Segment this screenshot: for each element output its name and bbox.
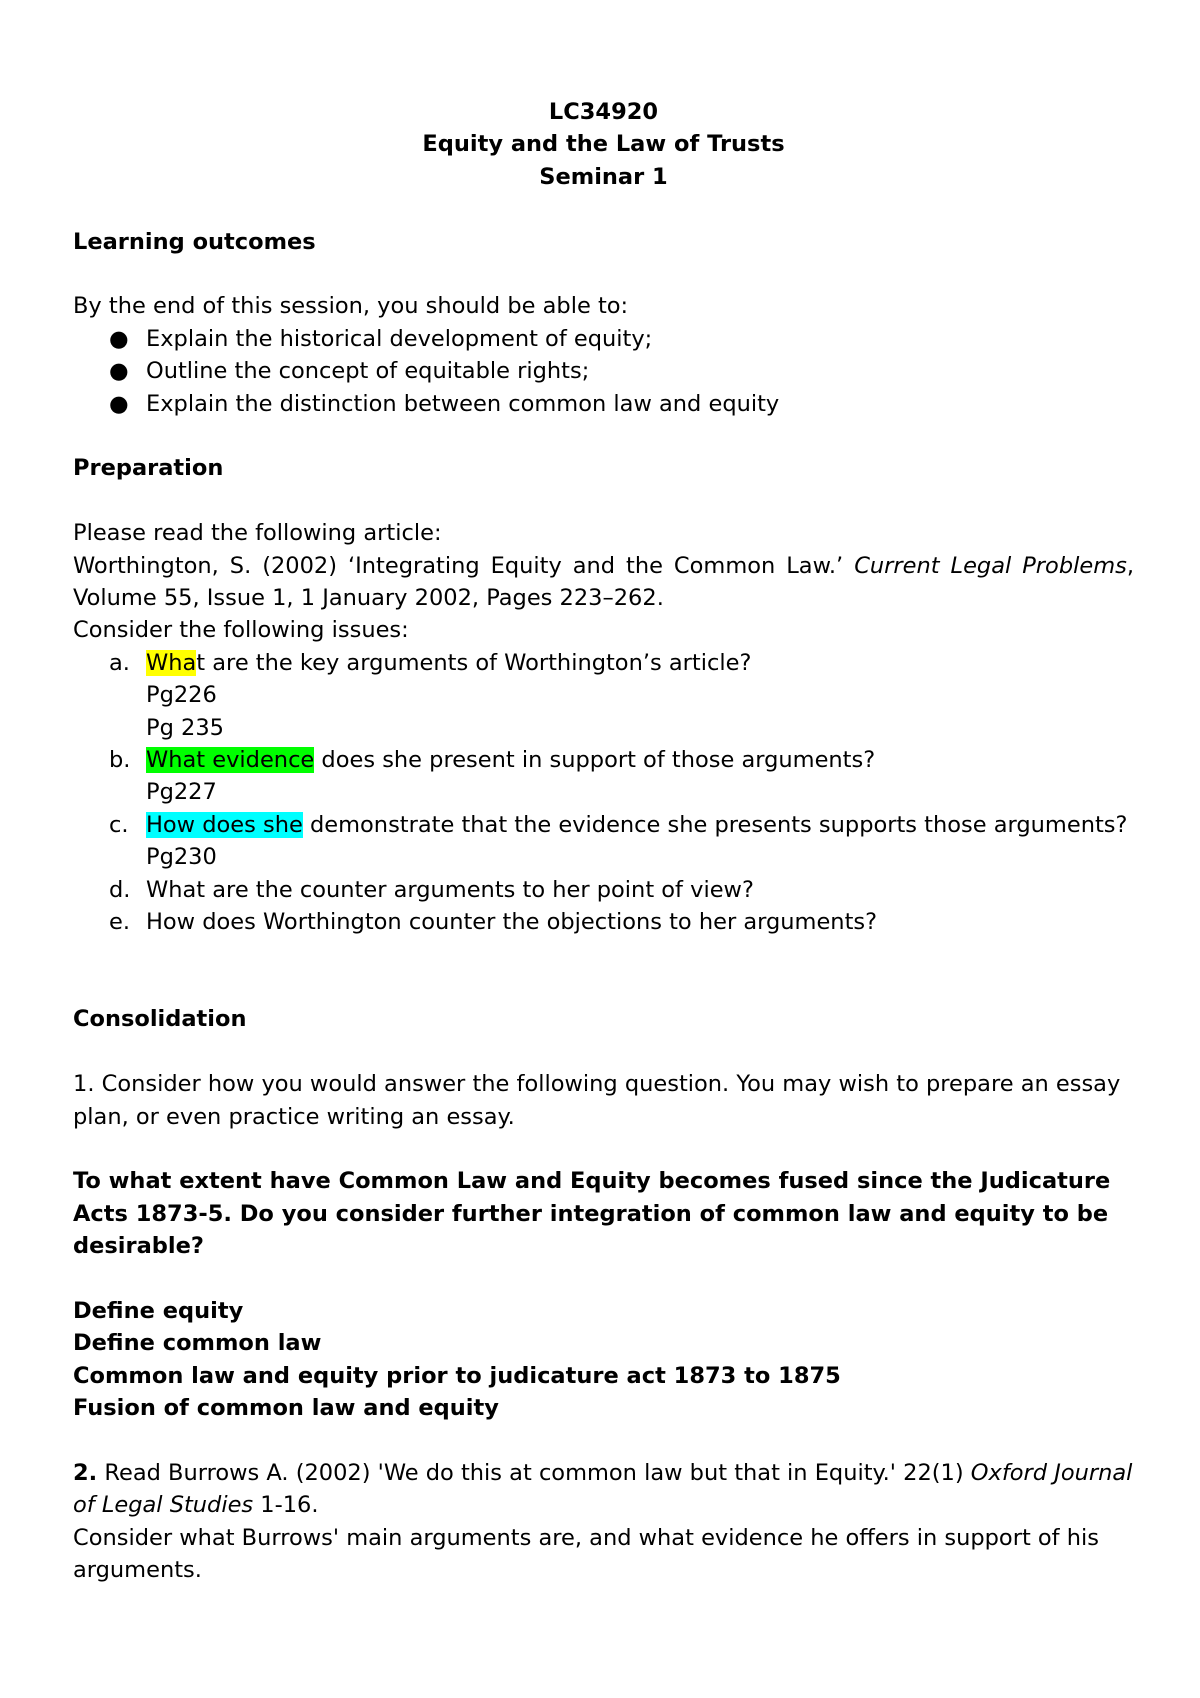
course-title: Equity and the Law of Trusts (422, 131, 785, 158)
question-e: e. How does Worthington counter the objections to her arguments? (109, 909, 878, 936)
list-item: ● Outline the concept of equitable rights; (73, 355, 1134, 387)
question-b: b. What evidence does she present in support of those arguments? Pg227 (73, 744, 1134, 809)
consolidation-question-1: 1. Consider how you would answer the following question. You may wish to prepare an essay plan, or even practice writing an essay. (73, 1071, 1121, 1130)
seminar-title: Seminar 1 (539, 163, 668, 190)
page-note: Pg 235 (146, 714, 224, 741)
consolidation-question-2: 2. Read Burrows A. (2002) 'We do this at common law but that in Equity.' 22(1) Oxford Journal of Legal Studies 1-16. (73, 1459, 1133, 1519)
preparation-heading: Preparation (73, 455, 224, 482)
journal-title: Current Legal Problems (854, 552, 1127, 579)
question-a: a. What are the key arguments of Worthington’s article? Pg226 Pg 235 (73, 647, 1134, 744)
page-note: Pg226 (146, 682, 217, 709)
issues-list (73, 647, 1134, 939)
learning-outcomes-intro: By the end of this session, you should be able to: (73, 293, 629, 320)
essay-plan-item: Define equity (73, 1297, 244, 1324)
journal-title: Oxford Journal of Legal Studies (73, 1459, 1133, 1519)
learning-outcomes-heading: Learning outcomes (73, 228, 316, 255)
essay-plan-item: Define common law (73, 1330, 322, 1357)
question-d: d. What are the counter arguments to her point of view? (109, 876, 754, 903)
bullet-icon: ● (109, 358, 129, 385)
highlight-green: What evidence (146, 747, 315, 774)
bullet-icon: ● (109, 390, 129, 417)
course-code: LC34920 (548, 99, 659, 125)
learning-outcomes-list (73, 323, 1134, 420)
document-page (73, 96, 1134, 1587)
essay-plan-item: Common law and equity prior to judicature act 1873 to 1875 (73, 1362, 841, 1389)
article-citation: Worthington, S. (2002) ‘Integrating Equity and the Common Law.’ Current Legal Problems, Volume 55, Issue 1, 1 January 2002, Pages 223–262. (73, 552, 1134, 612)
essay-plan-item: Fusion of common law and equity (73, 1395, 499, 1422)
list-item: ● Explain the historical development of equity; (73, 323, 1134, 355)
preparation-intro: Please read the following article: (73, 520, 442, 547)
essay-question: To what extent have Common Law and Equity becomes fused since the Judicature Acts 1873-5. Do you consider further integration of common law and equity to be desirable? (73, 1168, 1111, 1260)
consolidation-question-2-followup: Consider what Burrows' main arguments are, and what evidence he offers in support of his arguments. (73, 1524, 1099, 1584)
consolidation-heading: Consolidation (73, 1006, 247, 1033)
page-note: Pg227 (146, 779, 217, 806)
consider-issues-intro: Consider the following issues: (73, 617, 409, 644)
highlight-yellow: Wha (146, 649, 197, 676)
page-note: Pg230 (146, 844, 217, 871)
question-c: c. How does she demonstrate that the evidence she presents supports those arguments? Pg230 (73, 809, 1134, 874)
highlight-cyan: How does she (146, 811, 303, 838)
bullet-icon: ● (109, 325, 129, 352)
list-item: ● Explain the distinction between common law and equity (73, 388, 1134, 420)
